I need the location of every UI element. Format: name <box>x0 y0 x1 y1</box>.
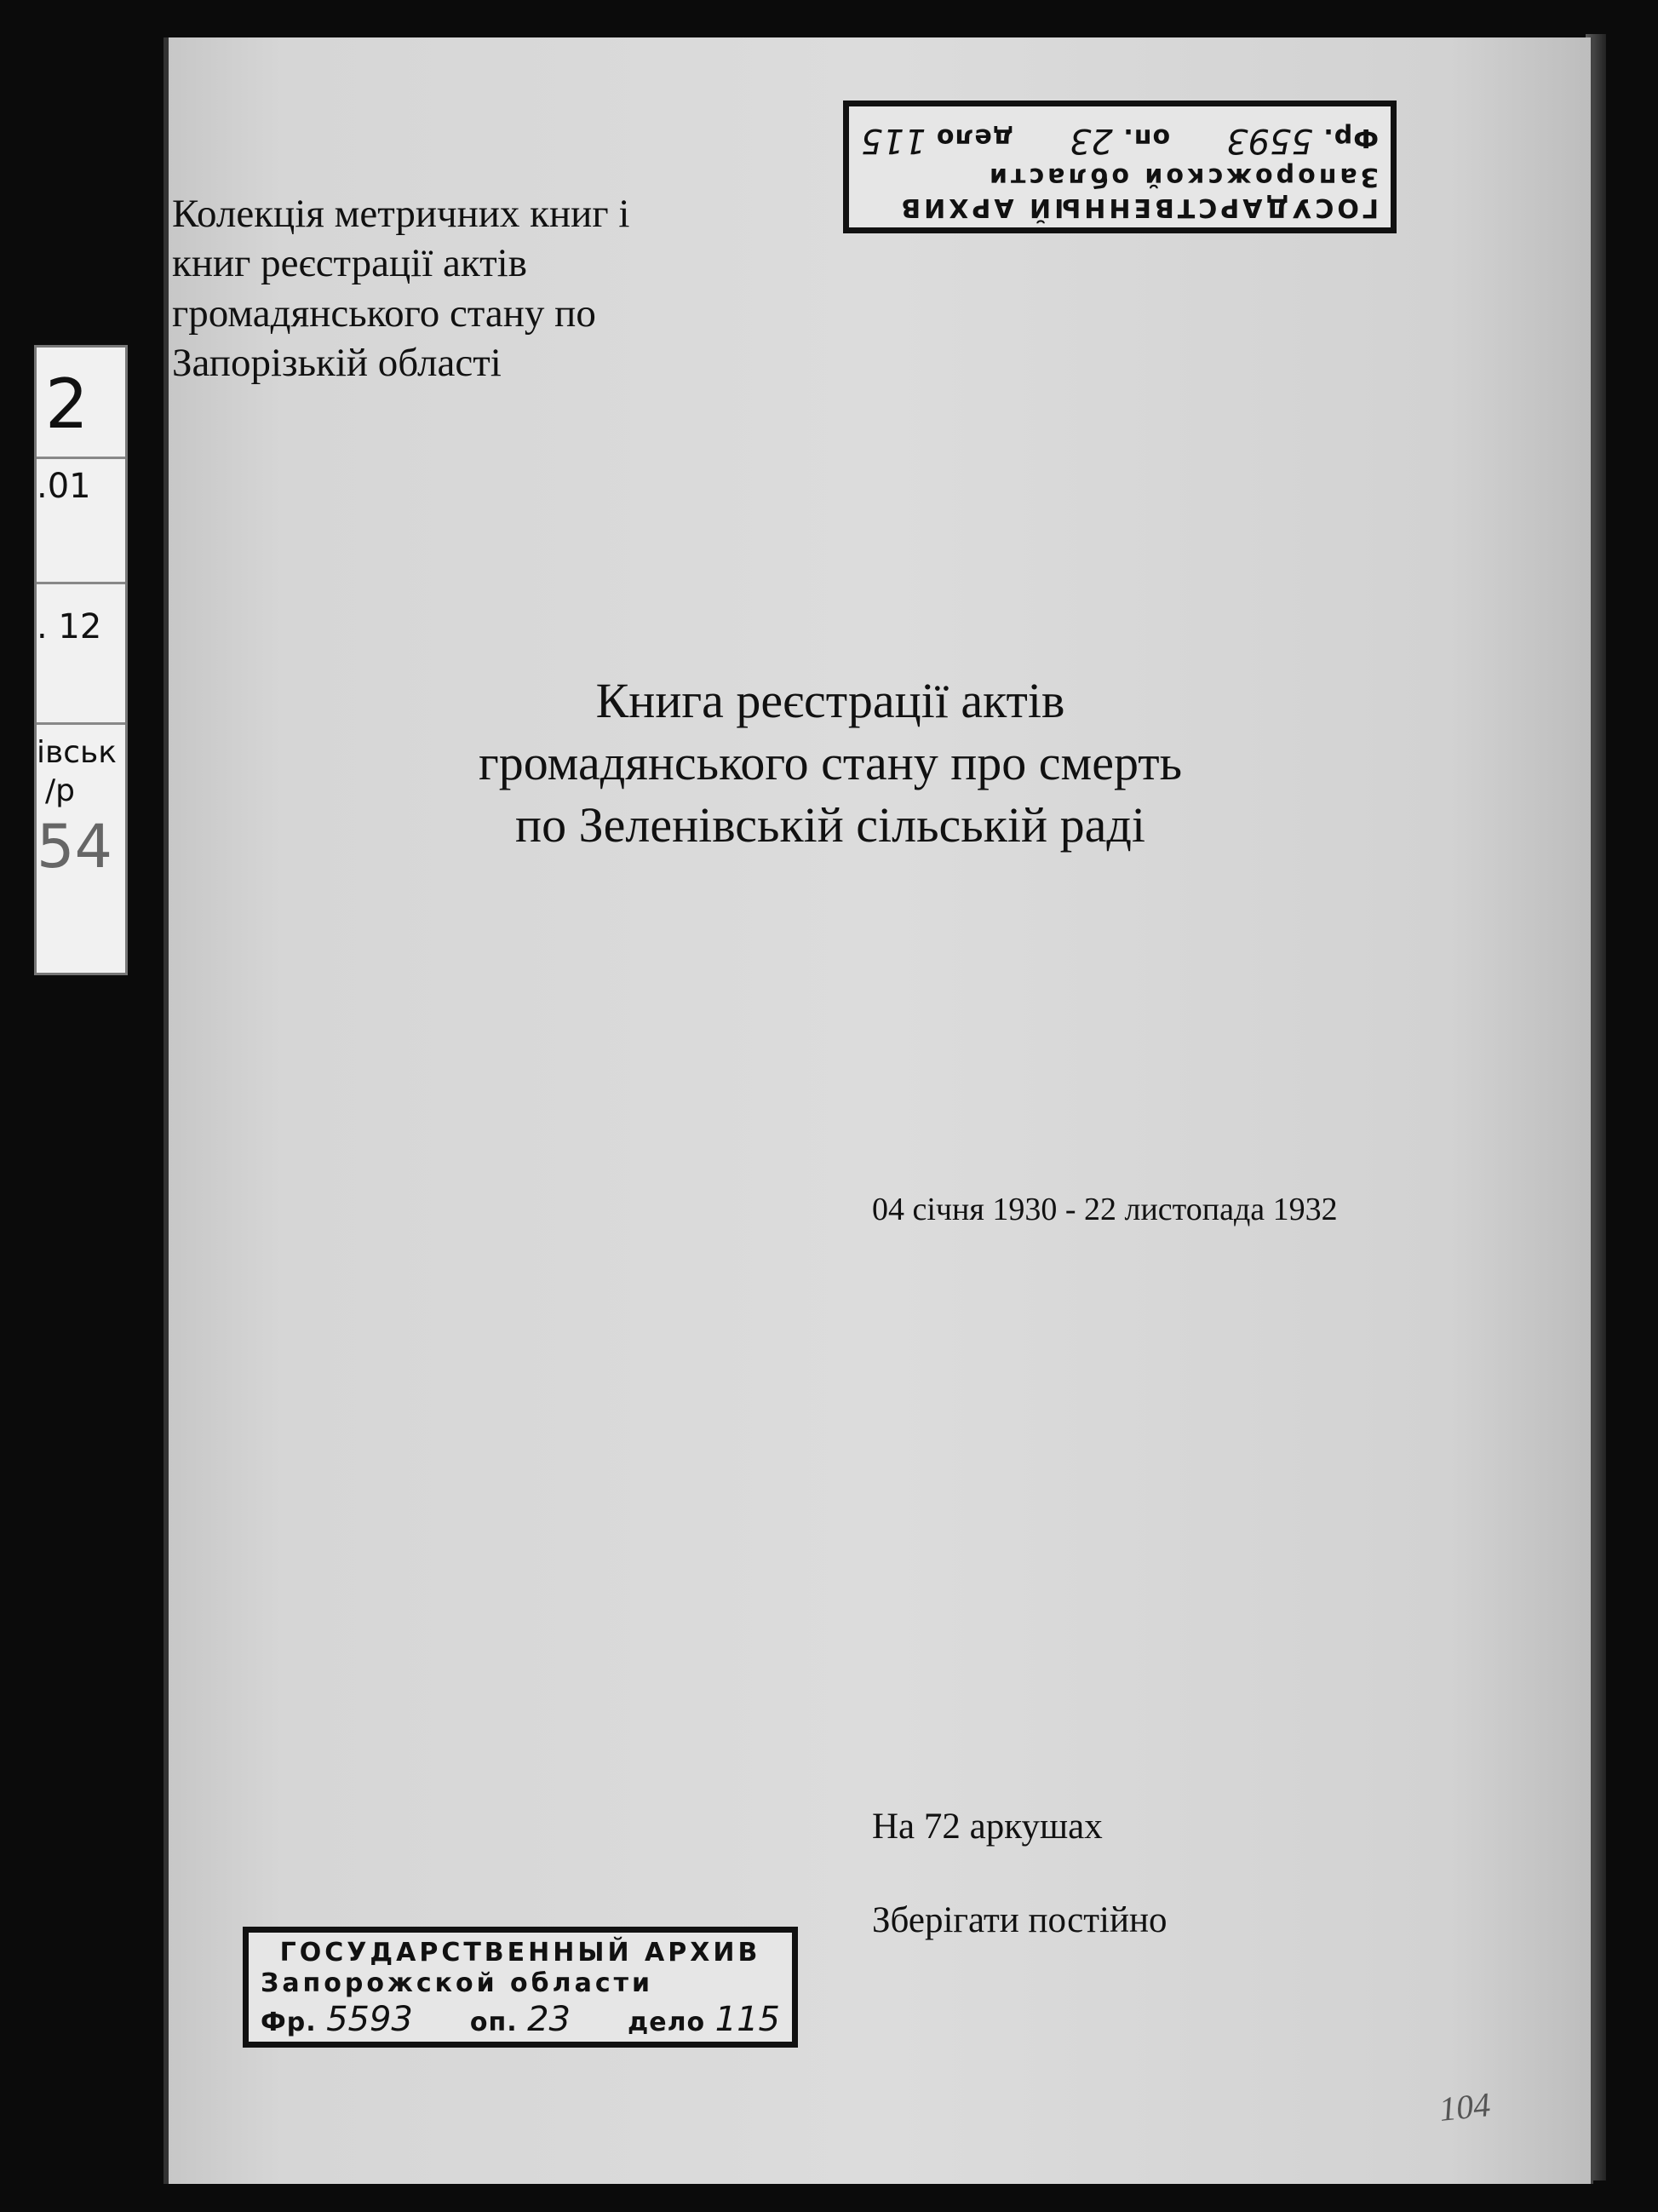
side-label-strip <box>34 345 128 975</box>
title-line-3: по Зеленівській сільській раді <box>515 797 1145 853</box>
collection-line-3: громадянського стану по <box>172 290 596 336</box>
collection-line-2: книг реєстрації актів <box>172 241 527 286</box>
stamp-bottom-opis: 23 <box>527 2000 571 2039</box>
side-label-place: івськ <box>37 735 117 770</box>
stamp-top-region: Запорожской области <box>985 162 1379 192</box>
side-label-fond: .01 <box>37 467 91 506</box>
stamp-top-fond: 5593 <box>1226 121 1313 160</box>
side-label-council: /р <box>45 773 75 808</box>
stamp-bottom-ref: Фр. 5593 оп. 23 дело 115 <box>261 2000 780 2039</box>
sheet-count: На 72 аркушах <box>872 1807 1103 1847</box>
side-label-case: 54 <box>37 812 113 882</box>
archive-stamp-top <box>843 101 1397 233</box>
collection-line-4: Запорізькій області <box>172 340 502 385</box>
title-line-2: громадянського стану про смерть <box>478 735 1183 791</box>
archive-stamp-bottom <box>243 1927 798 2048</box>
stamp-top-delo: 115 <box>861 121 927 160</box>
date-range: 04 січня 1930 - 22 листопада 1932 <box>872 1192 1338 1227</box>
stamp-bottom-fond: 5593 <box>326 2000 413 2039</box>
collection-heading <box>172 189 785 388</box>
stamp-bottom-archive: ГОСУДАРСТВЕННЫЙ АРХИВ <box>279 1938 761 1968</box>
page-number-handwritten: 104 <box>1437 2084 1493 2129</box>
retention-note: Зберігати постійно <box>872 1900 1167 1940</box>
stamp-top-archive: ГОСУДАРСТВЕННЫЙ АРХИВ <box>898 192 1379 222</box>
stamp-bottom-delo: 115 <box>714 2000 780 2039</box>
side-label-opis: . 12 <box>37 607 102 646</box>
side-label-number: 2 <box>45 365 89 444</box>
stamp-bottom-region: Запорожской области <box>261 1968 654 1998</box>
book-title <box>324 669 1337 856</box>
stamp-top-opis: 23 <box>1070 121 1113 160</box>
collection-line-1: Колекція метричних книг і <box>172 192 630 236</box>
title-line-1: Книга реєстрації актів <box>595 673 1065 728</box>
stamp-top-ref: Фр. 5593 оп. 23 дело 115 <box>861 121 1379 160</box>
